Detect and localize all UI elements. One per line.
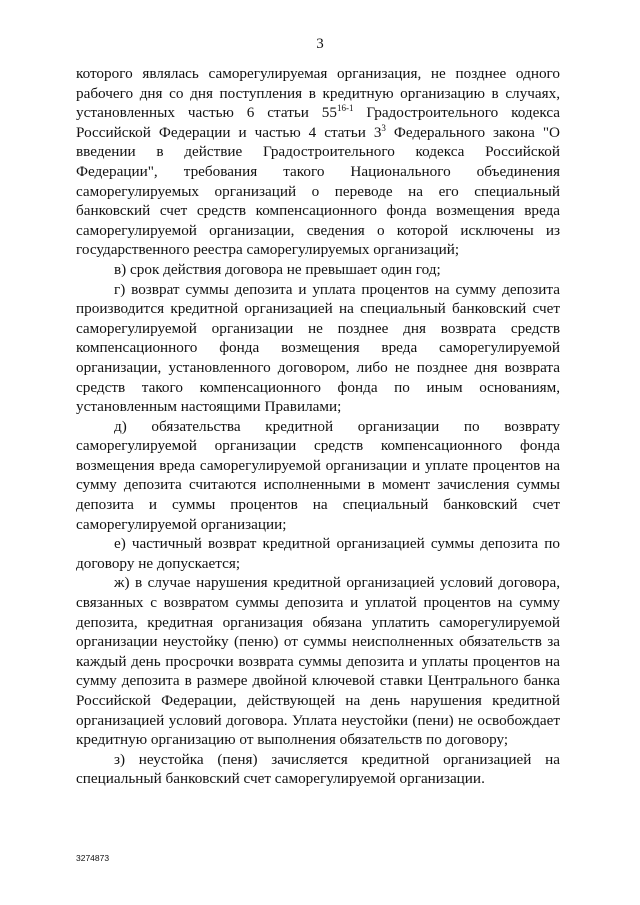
- paragraph-item-e: е) частичный возврат кредитной организацией суммы депозита по договору не допускается;: [76, 535, 560, 572]
- paragraph-item-z: з) неустойка (пеня) зачисляется кредитной организацией на специальный банковский счет саморегулируемой организации.: [76, 750, 560, 788]
- document-body: [76, 64, 560, 789]
- paragraph-item-v: в) срок действия договора не превышает один год;: [114, 260, 441, 278]
- paragraph-text-part: Федерального закона "О введении в действие Градостроительного кодекса Российской Федерации", требования такого Национального объединения саморегулируемых организаций о переводе на его специальный банковский счет средств компенсационного фонда возмещения вреда саморегулируемой организации, сведения о которой исключены из государственного реестра саморегулируемых организаций;: [76, 123, 560, 259]
- paragraph-text-part: Градостроительного кодекса Российской Федерации и частью 4 статьи 3: [76, 104, 560, 141]
- paragraph-item-zh: ж) в случае нарушения кредитной организацией условий договора, связанных с возвратом суммы депозита и уплатой процентов на сумму депозита, кредитная организация обязана уплатить саморегулируемой организации неустойку (пеню) от суммы неисполненных обязательств за каждый день просрочки возврата суммы депозита и уплаты процентов на сумму депозита в размере двойной ключевой ставки Центрального банка Российской Федерации, действующей на день нарушения кредитной организацией условий договора. Уплата неустойки (пени) не освобождает кредитную организацию от выполнения обязательств по договору;: [76, 574, 560, 749]
- paragraph-item-d: д) обязательства кредитной организации по возврату саморегулируемой организации средств компенсационного фонда возмещения вреда саморегулируемой организации и уплате процентов на сумму депозита считаются исполненными в момент зачисления суммы депозита и суммы процентов на специальный банковский счет саморегулируемой организации;: [76, 417, 560, 533]
- paragraph-continuation: [76, 64, 560, 260]
- document-id: 3274873: [76, 853, 110, 863]
- article-superscript: 16-1: [337, 103, 354, 114]
- paragraph-item-g: г) возврат суммы депозита и уплата процентов на сумму депозита производится кредитной организацией на специальный банковский счет саморегулируемой организации не позднее дня возврата средств компенсационного фонда возмещения вреда саморегулируемой организации, установленного договором, либо не позднее дня возврата средств такого компенсационного фонда по иным основаниям, установленным настоящими Правилами;: [76, 280, 560, 416]
- article-superscript: 3: [381, 122, 386, 133]
- page-number: 3: [316, 36, 324, 52]
- paragraph-text-part: которого являлась саморегулируемая организация, не позднее одного рабочего дня со дня поступления в кредитную организацию в случаях, установленных частью 6 статьи 55: [76, 65, 560, 122]
